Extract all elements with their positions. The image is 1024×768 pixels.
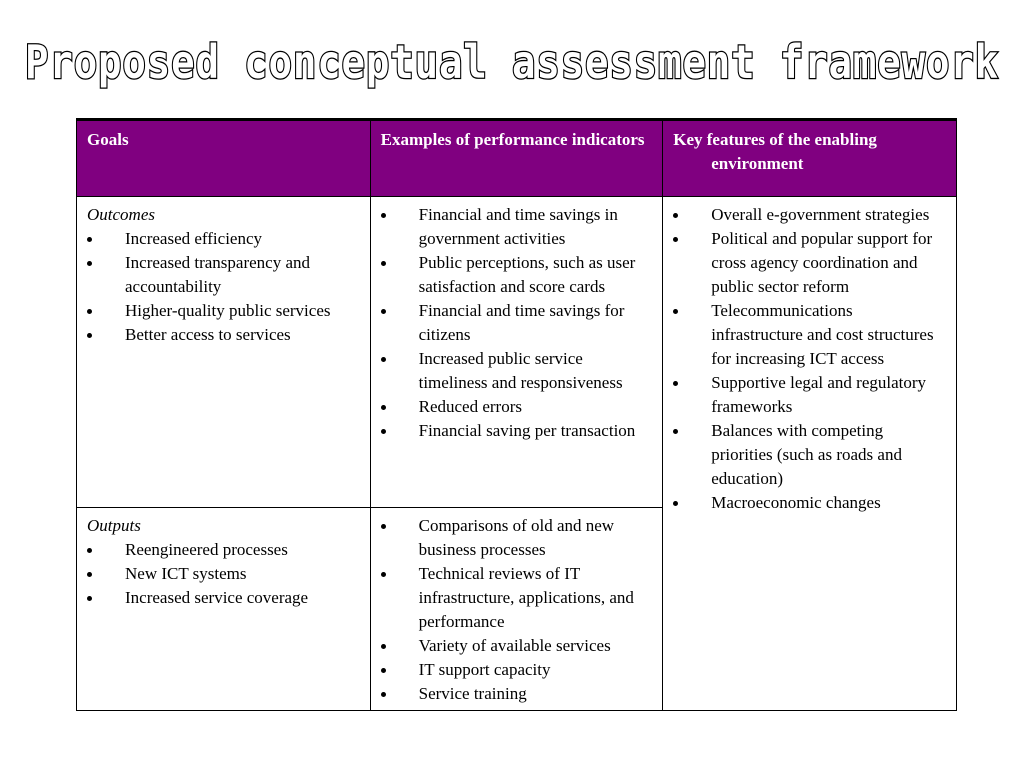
- bullet-icon: [87, 261, 92, 266]
- list-item-text: Balances with competing priorities (such as roads and education): [711, 421, 902, 488]
- list-item: [381, 299, 653, 347]
- bullet-icon: [673, 381, 678, 386]
- list-item-text: Financial and time savings for citizens: [418, 301, 625, 344]
- header-enabling-environment: [663, 120, 957, 197]
- bullet-icon: [673, 213, 678, 218]
- bullet-icon: [381, 572, 386, 577]
- bullet-icon: [381, 524, 386, 529]
- header-indicators-label: Examples of performance indicators: [380, 130, 645, 149]
- list-item: [381, 419, 653, 443]
- bullet-icon: [381, 261, 386, 266]
- list-item-text: Technical reviews of IT infrastructure, applications, and performance: [418, 564, 634, 631]
- header-goals: [77, 120, 371, 197]
- list-item-text: Telecommunications infrastructure and cost structures for increasing ICT access: [711, 301, 934, 368]
- bullet-icon: [87, 237, 92, 242]
- bullet-icon: [87, 596, 92, 601]
- list-item: [87, 299, 360, 323]
- bullet-icon: [87, 572, 92, 577]
- outputs-indicator-list: [381, 514, 653, 706]
- enabling-environment-cell: [663, 197, 957, 711]
- list-item: [87, 227, 360, 251]
- list-item-text: Variety of available services: [418, 636, 611, 655]
- bullet-icon: [381, 309, 386, 314]
- list-item: [673, 203, 946, 227]
- list-item-text: Comparisons of old and new business processes: [418, 516, 615, 559]
- list-item-text: Increased service coverage: [125, 588, 309, 607]
- list-item: [673, 227, 946, 299]
- list-item: [381, 395, 653, 419]
- list-item-text: New ICT systems: [125, 564, 247, 583]
- outcomes-indicators-cell: [370, 197, 663, 508]
- list-item-text: Political and popular support for cross agency coordination and public sector reform: [711, 229, 933, 296]
- outputs-goals-cell: [77, 508, 371, 711]
- slide-title-svg: [0, 24, 1024, 96]
- list-item: [673, 371, 946, 419]
- table-row-outcomes: [77, 197, 957, 508]
- list-item: [87, 323, 360, 347]
- bullet-icon: [673, 237, 678, 242]
- list-item: [87, 538, 360, 562]
- list-item-text: Better access to services: [125, 325, 291, 344]
- outputs-indicators-cell: [370, 508, 663, 711]
- outcomes-goal-list: [87, 227, 360, 347]
- list-item: [381, 562, 653, 634]
- outputs-goal-list: [87, 538, 360, 610]
- header-enabling-label: Key features of the enabling environment: [673, 130, 877, 173]
- list-item: [381, 251, 653, 299]
- list-item-text: Increased public service timeliness and responsiveness: [418, 349, 623, 392]
- table-header-row: [77, 120, 957, 197]
- list-item-text: Overall e-government strategies: [711, 205, 930, 224]
- bullet-icon: [673, 309, 678, 314]
- list-item-text: Higher-quality public services: [125, 301, 331, 320]
- list-item-text: Financial saving per transaction: [418, 421, 636, 440]
- bullet-icon: [87, 333, 92, 338]
- bullet-icon: [87, 548, 92, 553]
- bullet-icon: [87, 309, 92, 314]
- framework-table: [76, 118, 957, 711]
- header-indicators: [370, 120, 663, 197]
- list-item: [673, 491, 946, 515]
- header-goals-label: Goals: [87, 130, 129, 149]
- slide-title-block: [0, 24, 1024, 96]
- outcomes-indicator-list: [381, 203, 653, 443]
- list-item-text: Financial and time savings in government activities: [418, 205, 618, 248]
- list-item: [381, 634, 653, 658]
- list-item-text: Reengineered processes: [125, 540, 288, 559]
- list-item: [381, 347, 653, 395]
- list-item: [381, 658, 653, 682]
- bullet-icon: [381, 644, 386, 649]
- bullet-icon: [381, 213, 386, 218]
- bullet-icon: [673, 429, 678, 434]
- bullet-icon: [673, 501, 678, 506]
- list-item: [673, 299, 946, 371]
- list-item-text: Macroeconomic changes: [711, 493, 881, 512]
- list-item-text: Service training: [418, 684, 527, 703]
- list-item-text: Public perceptions, such as user satisfaction and score cards: [418, 253, 636, 296]
- bullet-icon: [381, 668, 386, 673]
- list-item-text: Increased efficiency: [125, 229, 263, 248]
- list-item-text: IT support capacity: [418, 660, 551, 679]
- list-item: [673, 419, 946, 491]
- slide-title: Proposed conceptual assessment framework: [25, 35, 999, 89]
- list-item-text: Increased transparency and accountability: [125, 253, 311, 296]
- outcomes-label: Outcomes: [87, 205, 155, 224]
- list-item: [87, 562, 360, 586]
- list-item: [381, 203, 653, 251]
- bullet-icon: [381, 692, 386, 697]
- bullet-icon: [381, 357, 386, 362]
- list-item-text: Supportive legal and regulatory frameworks: [711, 373, 927, 416]
- outcomes-goals-cell: [77, 197, 371, 508]
- list-item: [87, 586, 360, 610]
- outputs-label: Outputs: [87, 516, 141, 535]
- list-item: [381, 682, 653, 706]
- list-item: [381, 514, 653, 562]
- bullet-icon: [381, 429, 386, 434]
- list-item: [87, 251, 360, 299]
- list-item-text: Reduced errors: [418, 397, 522, 416]
- bullet-icon: [381, 405, 386, 410]
- enabling-environment-list: [673, 203, 946, 515]
